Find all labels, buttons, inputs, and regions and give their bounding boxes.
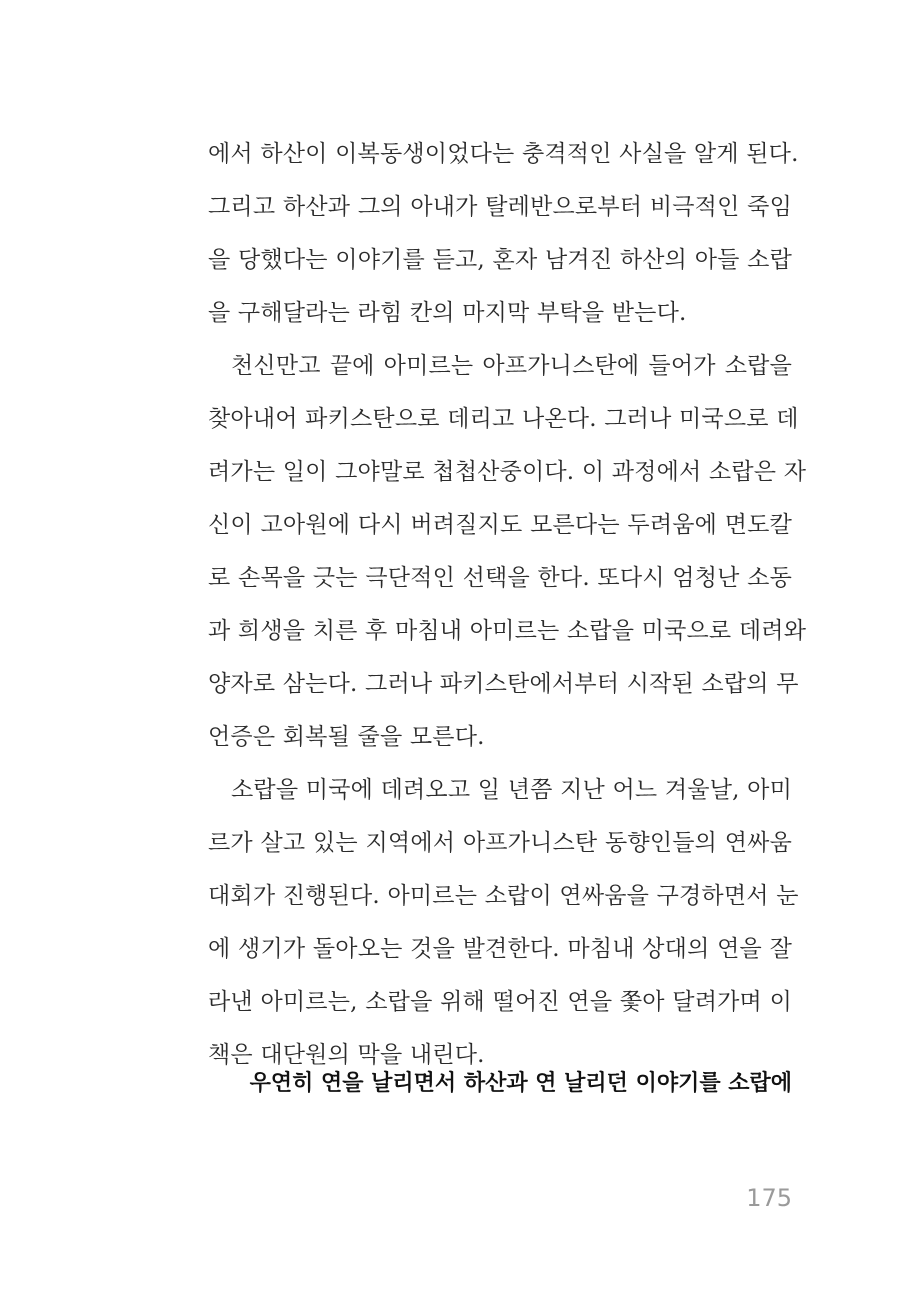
text-line: 르가 살고 있는 지역에서 아프가니스탄 동향인들의 연싸움 <box>208 830 792 856</box>
text-line: 신이 고아원에 다시 버려질지도 모른다는 두려움에 면도칼 <box>208 512 792 538</box>
body-text <box>208 128 807 1082</box>
text-line: 을 당했다는 이야기를 듣고, 혼자 남겨진 하산의 아들 소랍 <box>208 247 792 273</box>
text-line: 라낸 아미르는, 소랍을 위해 떨어진 연을 쫓아 달려가며 이 <box>208 989 792 1015</box>
text-line: 언증은 회복될 줄을 모른다. <box>208 724 485 750</box>
text-line: 과 희생을 치른 후 마침내 아미르는 소랍을 미국으로 데려와 <box>208 618 807 644</box>
page-number: 175 <box>746 1184 792 1212</box>
text-line: 찾아내어 파키스탄으로 데리고 나온다. 그러나 미국으로 데 <box>208 406 799 432</box>
text-line: 대회가 진행된다. 아미르는 소랍이 연싸움을 구경하면서 눈 <box>208 883 799 909</box>
text-line: 양자로 삼는다. 그러나 파키스탄에서부터 시작된 소랍의 무 <box>208 671 799 697</box>
section-heading: 우연히 연을 날리면서 하산과 연 날리던 이야기를 소랍에 <box>249 1071 792 1096</box>
text-line: 려가는 일이 그야말로 첩첩산중이다. 이 과정에서 소랍은 자 <box>208 459 807 485</box>
text-line: 에 생기가 돌아오는 것을 발견한다. 마침내 상대의 연을 잘 <box>208 936 792 962</box>
text-line: 그리고 하산과 그의 아내가 탈레반으로부터 비극적인 죽임 <box>208 194 792 220</box>
text-line: 천신만고 끝에 아미르는 아프가니스탄에 들어가 소랍을 <box>231 353 792 379</box>
text-line: 을 구해달라는 라힘 칸의 마지막 부탁을 받는다. <box>208 300 687 326</box>
text-line: 소랍을 미국에 데려오고 일 년쯤 지난 어느 겨울날, 아미 <box>231 777 792 803</box>
text-line: 에서 하산이 이복동생이었다는 충격적인 사실을 알게 된다. <box>208 141 799 167</box>
text-line: 책은 대단원의 막을 내린다. <box>208 1042 485 1068</box>
text-line: 로 손목을 긋는 극단적인 선택을 한다. 또다시 엄청난 소동 <box>208 565 792 591</box>
